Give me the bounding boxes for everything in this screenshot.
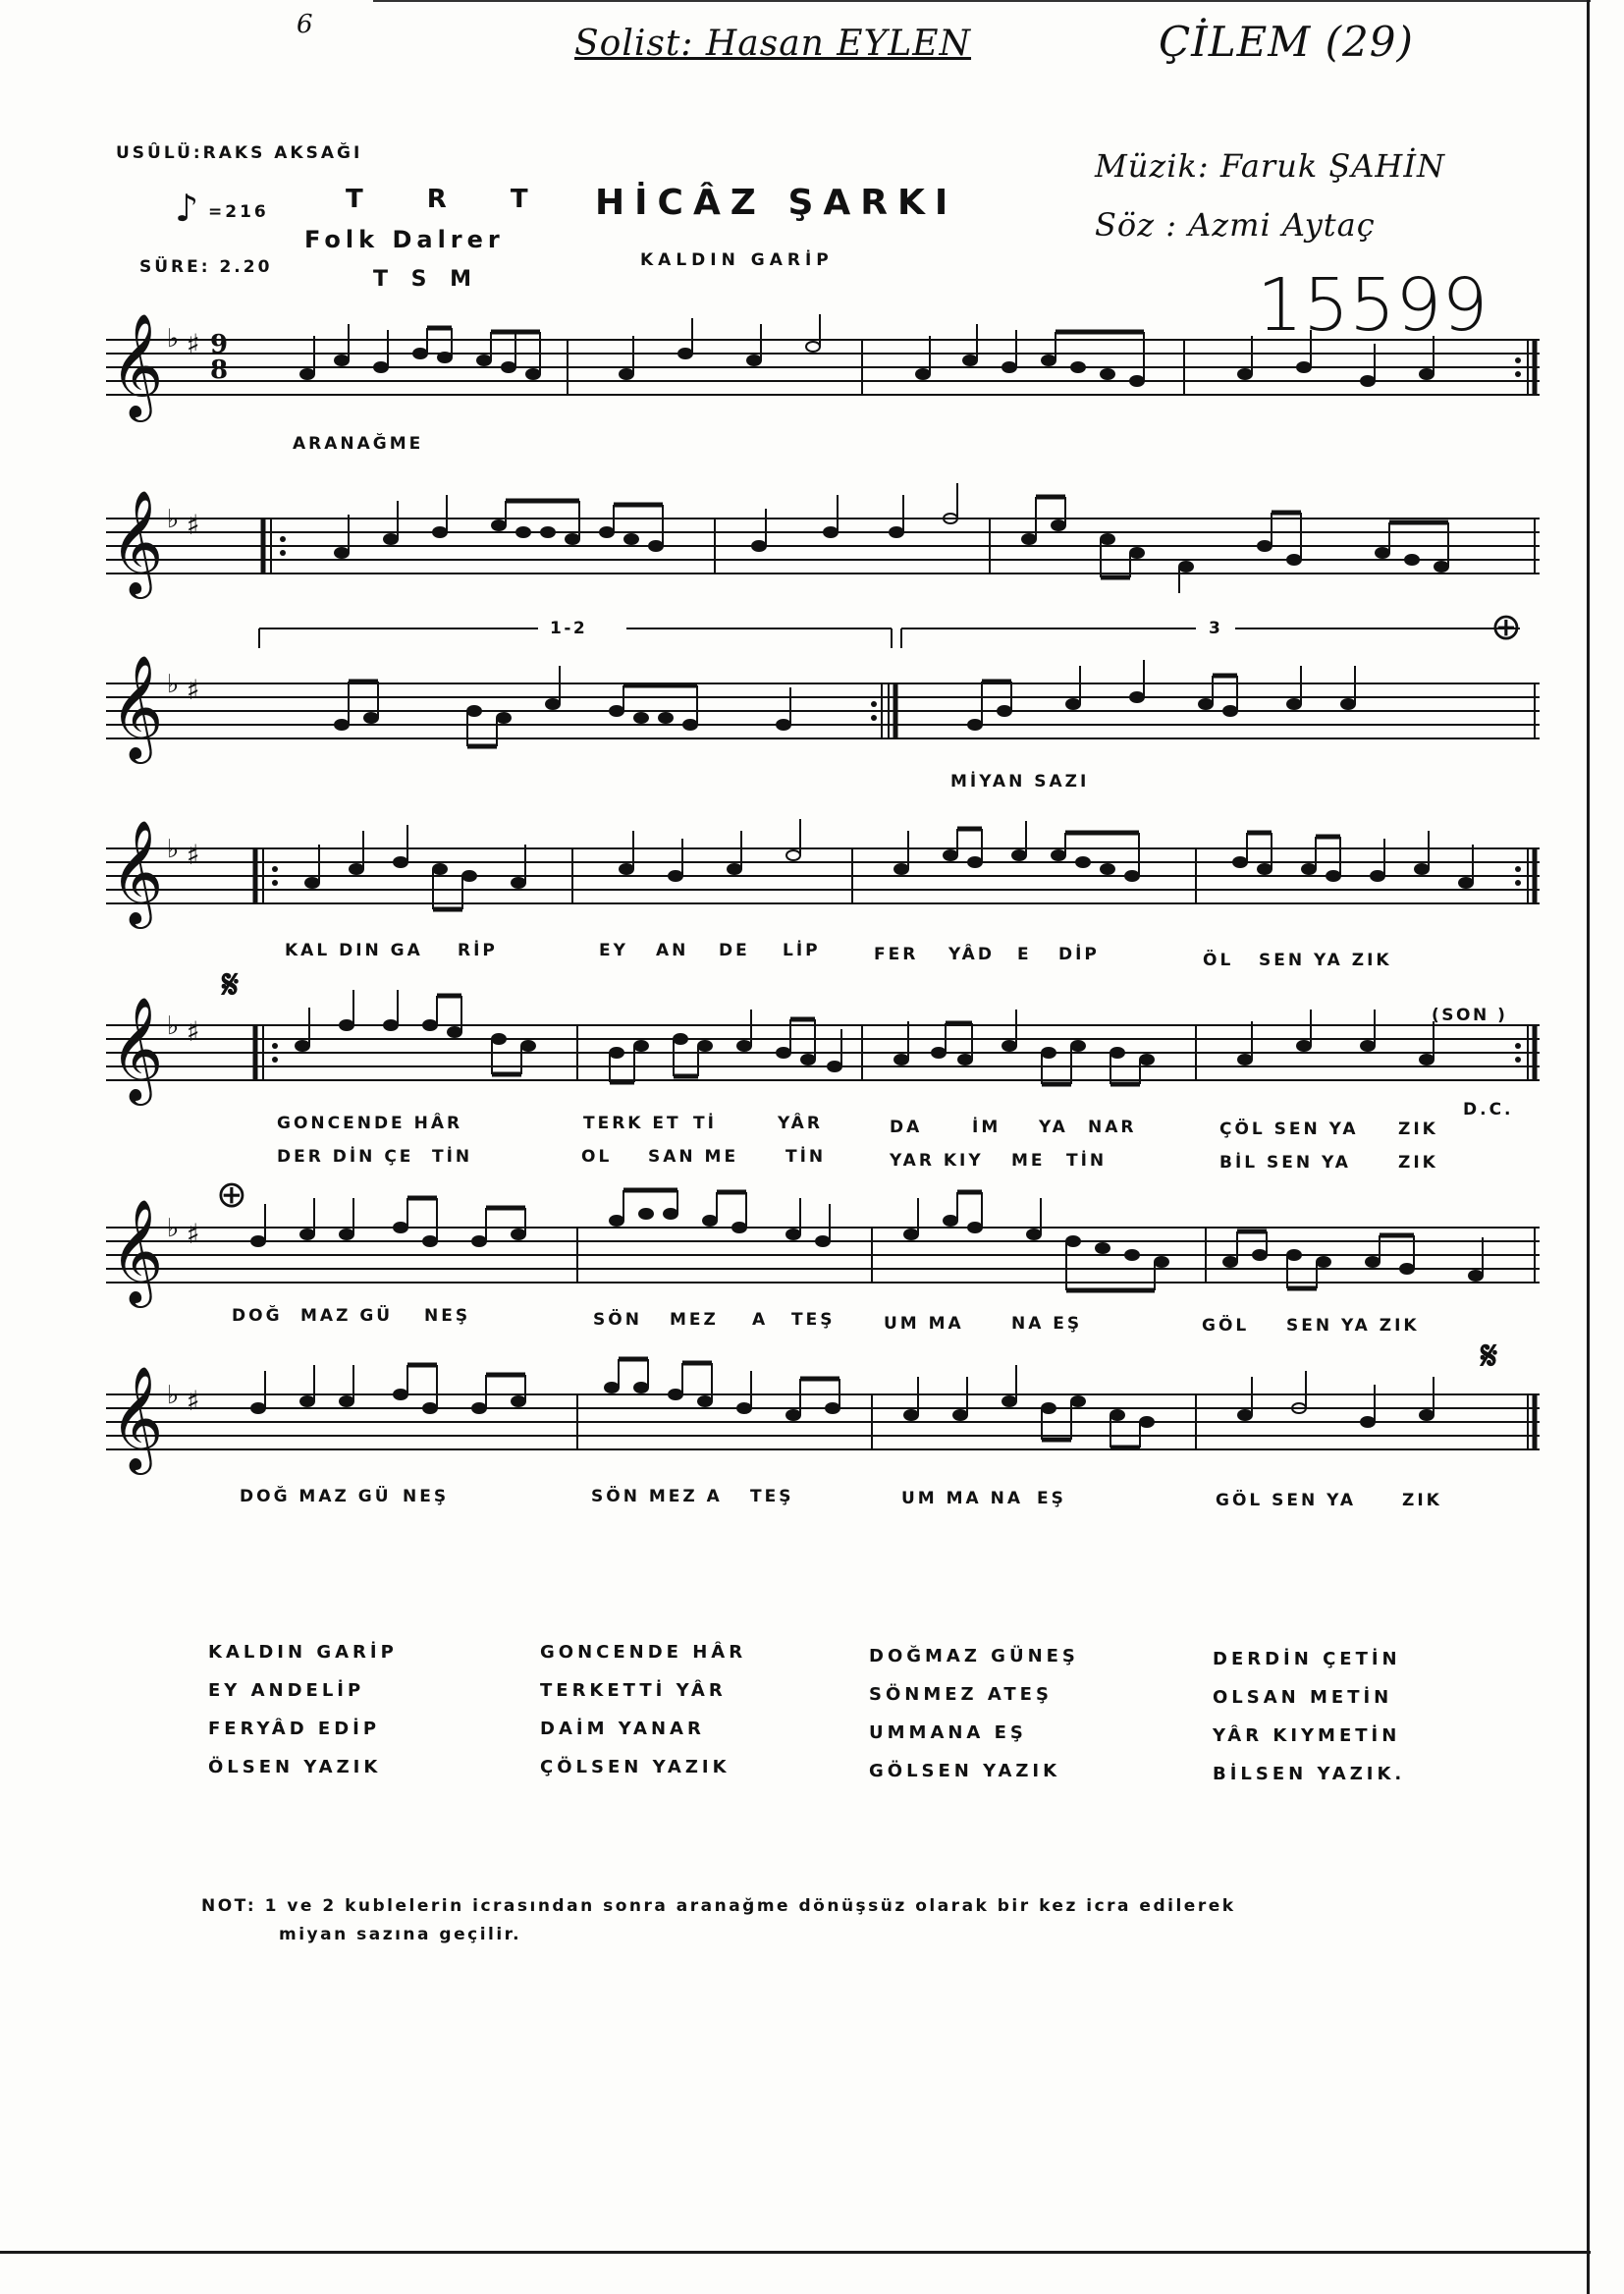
lyric-s7-1: DOĞ MAZ GÜ xyxy=(240,1487,392,1506)
staff-lines-1 xyxy=(106,314,1540,442)
lyric-s5a-6: İM xyxy=(972,1118,1001,1137)
duration-label: SÜRE: 2.20 xyxy=(139,257,273,277)
page-border-bottom xyxy=(0,2251,1591,2254)
tempo-mark: =216 xyxy=(208,202,269,222)
key-signature-sharp-icon: ♯ xyxy=(187,839,200,871)
eighth-note-icon: ♪ xyxy=(175,187,199,230)
stanza-line: OLSAN METİN xyxy=(1213,1687,1393,1708)
staff-3 xyxy=(106,605,1540,759)
stanza-4 xyxy=(1213,1640,1405,1793)
lyric-s4-1: KAL DIN GA xyxy=(285,941,423,960)
lyric-s6-8: UM MA xyxy=(884,1314,964,1334)
lyric-s5b-7: ME xyxy=(1011,1151,1046,1171)
stanza-line: UMMANA EŞ xyxy=(869,1722,1027,1743)
lyric-s6-5: MEZ xyxy=(670,1310,719,1330)
aranagme-label: ARANAĞME xyxy=(293,434,424,454)
lyric-s5a-2: TERK ET xyxy=(583,1114,681,1133)
stanza-line: FERYÂD EDİP xyxy=(208,1719,381,1739)
treble-clef-icon: 𝄞 xyxy=(110,1198,164,1303)
lyric-s7-8: ZIK xyxy=(1402,1491,1442,1510)
coda-icon: ⊕ xyxy=(1490,605,1522,648)
stanza-line: DERDİN ÇETİN xyxy=(1213,1649,1401,1669)
lyric-s6-4: SÖN xyxy=(593,1310,642,1330)
lyric-s7-4: TEŞ xyxy=(750,1487,794,1506)
lyric-s4-2: RİP xyxy=(458,941,498,960)
lyric-s5b-3: OL xyxy=(581,1147,613,1167)
key-signature-sharp-icon: ♯ xyxy=(187,509,200,541)
note-line-1: 1 ve 2 kublelerin icrasından sonra aranağme dönüşsüz olarak bir kez icra edilerek xyxy=(264,1896,1236,1916)
collection-note: ÇİLEM (29) xyxy=(1159,18,1414,66)
performance-note xyxy=(201,1896,1236,1916)
staff-lines-4 xyxy=(106,815,1540,943)
lyric-s4-11: ÖL xyxy=(1203,951,1234,970)
note-prefix: NOT: xyxy=(201,1896,257,1916)
lyric-s6-6: A xyxy=(752,1310,769,1330)
stanza-line: DOĞMAZ GÜNEŞ xyxy=(869,1646,1079,1666)
staff-5 xyxy=(106,962,1540,1114)
stanza-line: GÖLSEN YAZIK xyxy=(869,1761,1061,1781)
treble-clef-icon: 𝄞 xyxy=(110,1365,164,1470)
son-label: (SON ) xyxy=(1432,1006,1508,1025)
page-border-top xyxy=(373,0,1591,2)
soloist-note: Solist: Hasan EYLEN xyxy=(574,24,972,64)
lyric-s7-3: SÖN MEZ A xyxy=(591,1487,723,1506)
lyric-s6-1: DOĞ xyxy=(232,1306,283,1326)
coda-icon: ⊕ xyxy=(216,1173,247,1216)
lyric-s4-6: LİP xyxy=(783,941,821,960)
stamp-text: Folk Dalrer xyxy=(304,226,505,253)
lyric-s5b-5: TİN xyxy=(785,1147,827,1167)
staff-lines-2 xyxy=(106,479,1540,607)
lyric-s6-2: MAZ GÜ xyxy=(300,1306,394,1326)
song-subtitle: KALDIN GARİP xyxy=(640,250,834,270)
staff-lines-6 xyxy=(106,1174,1540,1302)
lyric-s5b-4: SAN ME xyxy=(648,1147,739,1167)
stanza-line: GONCENDE HÂR xyxy=(540,1642,747,1663)
lyric-s4-8: YÂD xyxy=(948,945,995,964)
treble-clef-icon: 𝄞 xyxy=(110,489,164,594)
treble-clef-icon: 𝄞 xyxy=(110,996,164,1101)
staff-4 xyxy=(106,815,1540,943)
lyric-s4-9: E xyxy=(1017,945,1032,964)
lyric-s4-7: FER xyxy=(874,945,919,964)
lyric-s4-5: DE xyxy=(719,941,750,960)
page-border-right xyxy=(1587,0,1590,2294)
treble-clef-icon: 𝄞 xyxy=(110,654,164,759)
usul-label: USÛLÜ:RAKS AKSAĞI xyxy=(116,143,363,163)
stanza-line: ÖLSEN YAZIK xyxy=(208,1757,382,1777)
trt-logo: T R T xyxy=(346,185,556,214)
lyric-s6-10: GÖL xyxy=(1202,1316,1250,1336)
note-line-2: miyan sazına geçilir. xyxy=(279,1925,522,1944)
treble-clef-icon: 𝄞 xyxy=(110,312,164,417)
lyric-s5b-8: TİN xyxy=(1066,1151,1108,1171)
lyric-s6-11: SEN YA ZIK xyxy=(1286,1316,1420,1336)
key-signature-flat-icon: ♭ xyxy=(167,670,180,699)
staff-1 xyxy=(106,314,1540,442)
lyric-s4-12: SEN YA ZIK xyxy=(1259,951,1392,970)
staff-7 xyxy=(106,1334,1540,1470)
volta-2-label: 3 xyxy=(1209,619,1223,638)
lyric-s4-4: AN xyxy=(656,941,689,960)
lyric-s5a-4: YÂR xyxy=(778,1114,823,1133)
key-signature-flat-icon: ♭ xyxy=(167,1214,180,1243)
key-signature-sharp-icon: ♯ xyxy=(187,1385,200,1417)
stanza-line: DAİM YANAR xyxy=(540,1719,705,1739)
lyric-s5b-6: YAR KIY xyxy=(890,1151,984,1171)
key-signature-flat-icon: ♭ xyxy=(167,324,180,354)
key-signature-flat-icon: ♭ xyxy=(167,505,180,534)
stanza-line: KALDIN GARİP xyxy=(208,1642,398,1663)
lyric-s4-10: DİP xyxy=(1058,945,1100,964)
archive-number: 15599 xyxy=(1257,263,1489,348)
key-signature-sharp-icon: ♯ xyxy=(187,674,200,706)
lyric-s5b-1: DER DİN ÇE xyxy=(277,1147,414,1167)
lyric-s5b-9: BİL SEN YA xyxy=(1219,1153,1351,1173)
stanza-line: EY ANDELİP xyxy=(208,1680,365,1701)
lyric-s7-7: GÖL SEN YA xyxy=(1216,1491,1356,1510)
composer-note: Müzik: Faruk ŞAHİN xyxy=(1095,147,1445,185)
lyric-s4-3: EY xyxy=(599,941,628,960)
lyric-s5a-5: DA xyxy=(890,1118,923,1137)
staff-6 xyxy=(106,1174,1540,1302)
key-signature-sharp-icon: ♯ xyxy=(187,1218,200,1250)
stanza-3 xyxy=(869,1637,1079,1790)
lyric-s7-6: EŞ xyxy=(1037,1489,1066,1508)
lyric-s5a-3: Tİ xyxy=(693,1114,717,1133)
segno-icon: 𝄋 xyxy=(222,962,240,1008)
key-signature-sharp-icon: ♯ xyxy=(187,1015,200,1048)
lyric-s5a-9: ÇÖL SEN YA xyxy=(1219,1120,1359,1139)
lyric-s5a-1: GONCENDE HÂR xyxy=(277,1114,463,1133)
stanza-1 xyxy=(208,1633,398,1786)
key-signature-flat-icon: ♭ xyxy=(167,1381,180,1410)
lyric-s6-7: TEŞ xyxy=(791,1310,836,1330)
treble-clef-icon: 𝄞 xyxy=(110,819,164,924)
lyric-s5a-10: ZIK xyxy=(1398,1120,1438,1139)
lyric-s6-3: NEŞ xyxy=(424,1306,471,1326)
lyric-s6-9: NA EŞ xyxy=(1011,1314,1083,1334)
page-number: 6 xyxy=(297,10,314,39)
tsm-logo: T S M xyxy=(373,267,480,292)
staff-lines-7 xyxy=(106,1341,1540,1469)
key-signature-flat-icon: ♭ xyxy=(167,1011,180,1041)
lyric-s7-5: UM MA NA xyxy=(901,1489,1024,1508)
lyric-s5a-8: NAR xyxy=(1088,1118,1137,1137)
lyricist-note: Söz : Azmi Aytaç xyxy=(1095,206,1376,244)
time-signature: 9 8 xyxy=(210,330,229,385)
dc-label: D.C. xyxy=(1463,1100,1514,1120)
stanza-line: BİLSEN YAZIK. xyxy=(1213,1764,1406,1784)
lyric-s5b-10: ZIK xyxy=(1398,1153,1438,1173)
stanza-line: ÇÖLSEN YAZIK xyxy=(540,1757,731,1777)
stanza-2 xyxy=(540,1633,746,1786)
miyan-sazi-label: MİYAN SAZI xyxy=(950,772,1090,792)
staff-2 xyxy=(106,479,1540,607)
key-signature-sharp-icon: ♯ xyxy=(187,328,200,360)
segno-icon: 𝄋 xyxy=(1481,1334,1498,1379)
stanza-line: YÂR KIYMETİN xyxy=(1213,1725,1401,1746)
stanza-line: SÖNMEZ ATEŞ xyxy=(869,1684,1053,1705)
lyric-s5a-7: YA xyxy=(1039,1118,1068,1137)
page-title: HİCÂZ ŞARKI xyxy=(595,183,958,223)
stanza-line: TERKETTİ YÂR xyxy=(540,1680,727,1701)
staff-lines-5 xyxy=(106,986,1540,1114)
volta-1-label: 1-2 xyxy=(550,619,588,638)
lyric-s7-2: NEŞ xyxy=(403,1487,450,1506)
staff-lines-3 xyxy=(106,625,1540,759)
lyric-s5b-2: TİN xyxy=(432,1147,473,1167)
key-signature-flat-icon: ♭ xyxy=(167,835,180,864)
